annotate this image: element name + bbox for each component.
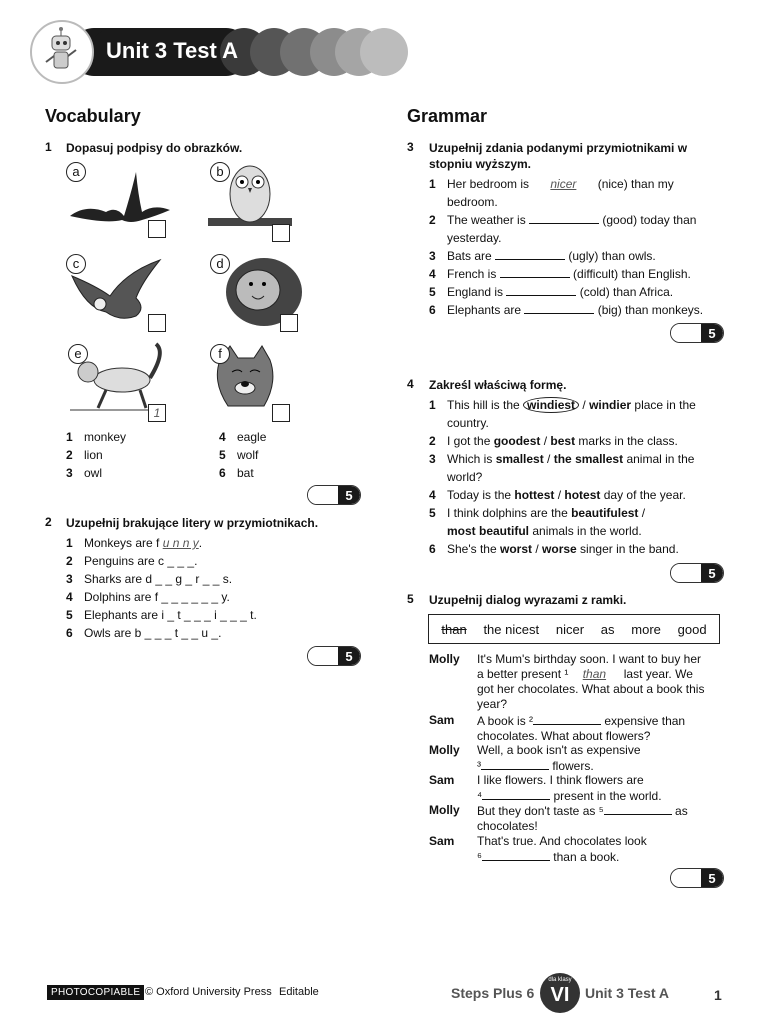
picture-label: f (210, 344, 230, 364)
picture-label: b (210, 162, 230, 182)
dialog-line: I like flowers. I think flowers are ⁴ present in the world. (477, 773, 662, 803)
q2-items (66, 534, 257, 642)
answer-box[interactable] (280, 314, 298, 332)
list-item: 3 Sharks are d _ _ g _ r _ _ s. (66, 572, 233, 586)
list-item: 6 Elephants are (big) than monkeys. (429, 303, 704, 317)
picture-f (208, 342, 328, 425)
list-item: 5 England is (cold) than Africa. (429, 285, 674, 299)
dialog-line: That's true. And chocolates look ⁶ than a book. (477, 834, 647, 864)
speaker: Molly (429, 652, 460, 666)
q1-number: 1 (45, 140, 52, 154)
list-item: 5 wolf (219, 448, 259, 462)
list-item: 4 French is (difficult) than English. (429, 267, 691, 281)
picture-a (66, 160, 186, 243)
dialog-line: Well, a book isn't as expensive ³ flowers. (477, 743, 641, 773)
list-item: 6 bat (219, 466, 254, 480)
word-list-right (219, 428, 266, 482)
dialog-line: A book is ² expensive than chocolates. What about flowers? (477, 714, 686, 743)
q1-score[interactable]: 5 (307, 485, 361, 505)
q3-items: 1 Her bedroom is nicer (nice) than my bedroom. 2 The weather is (good) today than yesterday. 3 Bats are (ugly) than owls. 4 French is (difficult) than English. 5 England is (cold) than Africa. 6 Elephants are (big) than monkeys. (429, 175, 729, 319)
robot-logo (30, 20, 94, 84)
answer-box[interactable] (148, 220, 166, 238)
q2-number: 2 (45, 515, 52, 529)
editable-label: Editable (279, 986, 319, 998)
q4-items: 1 This hill is the windiest / windier place in the country. 2 I got the goodest / best marks in the class. 3 Which is smallest / the smallest animal in the world? 4 Today is the hottest / hotest day of the year. 5 I think dolphins are the beautifulest / most beautiful animals in the world. 6 She's the worst / worse singer in the band. (429, 396, 729, 558)
word-box-item: the nicest (483, 621, 540, 637)
grammar-title: Grammar (407, 106, 488, 126)
class-badge: dla klasy VI (540, 973, 580, 1013)
list-item: 4 Today is the hottest / hotest day of the year. (429, 488, 686, 502)
speaker: Molly (429, 743, 460, 757)
q5-score[interactable]: 5 (670, 868, 724, 888)
list-item: 3 Bats are (ugly) than owls. (429, 249, 656, 263)
speaker: Sam (429, 834, 455, 848)
picture-label: a (66, 162, 86, 182)
list-item: 6 She's the worst / worse singer in the band. (429, 542, 679, 556)
q4-number: 4 (407, 377, 414, 391)
unit-title: Unit 3 Test A (106, 38, 239, 63)
list-item: 2 The weather is (good) today than (429, 213, 697, 227)
picture-c (66, 252, 186, 335)
list-item: 1 monkey (66, 430, 127, 444)
answer-box[interactable] (148, 314, 166, 332)
page-number: 1 (714, 987, 722, 1003)
list-item: 1 This hill is the windiest / windier place in the (429, 398, 696, 412)
word-box-item: more (631, 621, 661, 637)
answer-box[interactable] (272, 404, 290, 422)
book-title: Steps Plus 6 (451, 985, 535, 1001)
speaker: Sam (429, 773, 455, 787)
picture-e (66, 342, 186, 425)
q3-score[interactable]: 5 (670, 323, 724, 343)
picture-b (208, 160, 328, 243)
list-item: 5 I think dolphins are the beautifulest / (429, 506, 646, 520)
q3-number: 3 (407, 140, 414, 154)
robot-icon (32, 22, 92, 82)
word-box-item: than (441, 621, 467, 637)
word-box-item: nicer (555, 621, 585, 637)
list-item: 3 Which is smallest / the smallest animal in the (429, 452, 695, 466)
q4-score[interactable]: 5 (670, 563, 724, 583)
dialog-line: It's Mum's birthday soon. I want to buy her a better present ¹ than last year. We got her chocolates. What about a book this year? (477, 652, 705, 711)
answer-box[interactable] (272, 224, 290, 242)
picture-d (208, 252, 328, 335)
list-item: 2 I got the goodest / best marks in the class. (429, 434, 678, 448)
list-item: 4 Dolphins are f _ _ _ _ _ _ y. (66, 590, 230, 604)
vocabulary-title: Vocabulary (45, 106, 141, 126)
list-item: 1 Monkeys are f u n n y. (66, 536, 203, 550)
list-item: 2 lion (66, 448, 103, 462)
q2-score[interactable]: 5 (307, 646, 361, 666)
word-list-left (66, 428, 126, 482)
copyright: © Oxford University Press (145, 986, 272, 998)
list-item: 1 Her bedroom is nicer (nice) than my (429, 177, 674, 191)
word-box-item: good (677, 621, 707, 637)
q3-instruction: Uzupełnij zdania podanymi przymiotnikami w stopniu wyższym. (429, 141, 688, 171)
q4-instruction: Zakreśl właściwą formę. (429, 378, 567, 392)
q5-number: 5 (407, 592, 414, 606)
word-box (428, 614, 720, 644)
list-item: 5 Elephants are i _ t _ _ _ i _ _ _ t. (66, 608, 257, 622)
answer-box[interactable]: 1 (148, 404, 166, 422)
speaker: Sam (429, 713, 455, 727)
list-item: 2 Penguins are c _ _ _. (66, 554, 198, 568)
unit-label: Unit 3 Test A (585, 985, 670, 1001)
q5-instruction: Uzupełnij dialog wyrazami z ramki. (429, 593, 627, 607)
list-item: 6 Owls are b _ _ _ t _ _ u _. (66, 626, 222, 640)
picture-label: c (66, 254, 86, 274)
picture-label: d (210, 254, 230, 274)
speaker: Molly (429, 803, 460, 817)
list-item: 4 eagle (219, 430, 267, 444)
photocopiable-badge: PHOTOCOPIABLE (47, 985, 144, 1000)
dialog-line: But they don't taste as ⁵ as chocolates! (477, 804, 688, 833)
word-box-item: as (600, 621, 615, 637)
q1-instruction: Dopasuj podpisy do obrazków. (66, 141, 243, 155)
q2-instruction: Uzupełnij brakujące litery w przymiotnikach. (66, 516, 319, 530)
picture-label: e (68, 344, 88, 364)
list-item: 3 owl (66, 466, 103, 480)
